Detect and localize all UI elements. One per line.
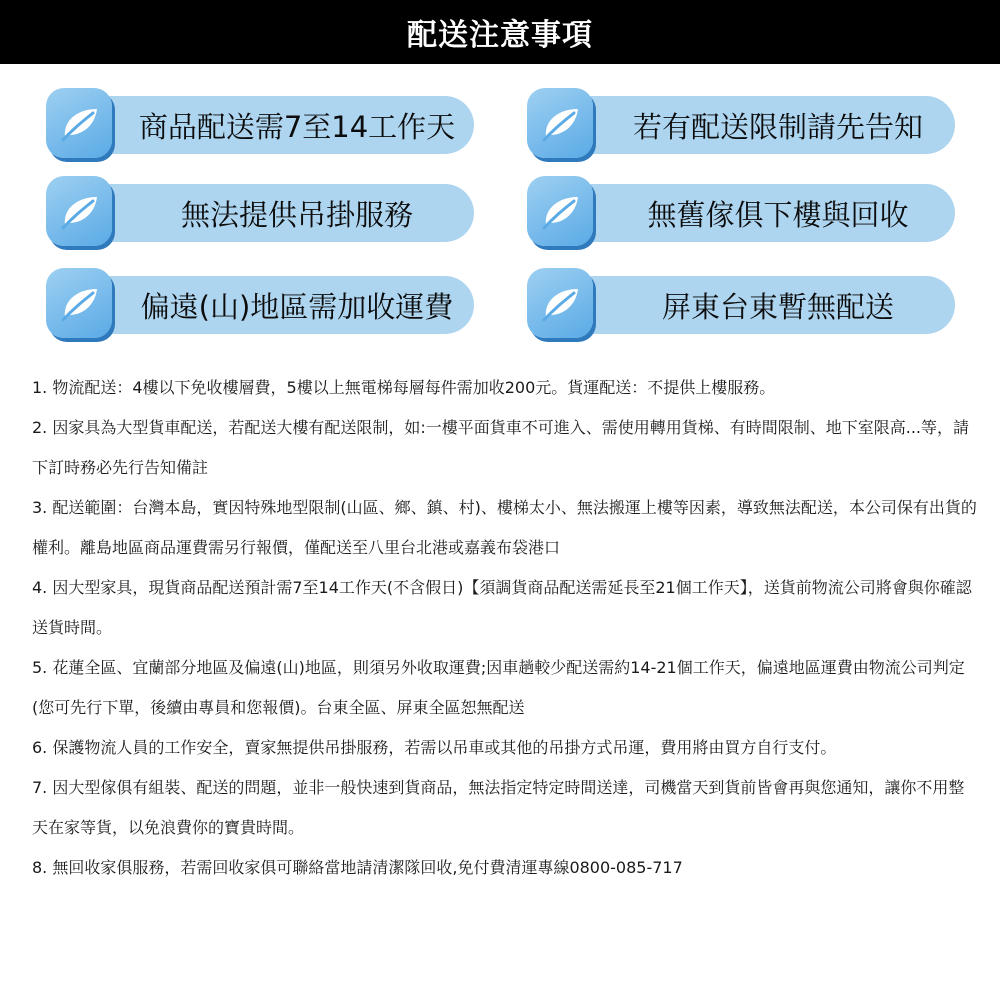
tag-label: 偏遠(山)地區需加收運費	[140, 289, 454, 324]
page-title: 配送注意事項	[407, 18, 593, 53]
delivery-notes	[32, 368, 978, 888]
note-item: 1. 物流配送：4樓以下免收樓層費，5樓以上無電梯每層每件需加收200元。貨運配送：不提供上樓服務。	[32, 378, 776, 397]
leaf-icon	[46, 88, 112, 158]
note-item: 4. 因大型家具，現貨商品配送預計需7至14工作天(不含假日)【須調貨商品配送需延長至21個工作天】，送貨前物流公司將會與你確認送貨時間。	[32, 578, 972, 637]
note-item: 5. 花蓮全區、宜蘭部分地區及偏遠(山)地區，則須另外收取運費;因車趟較少配送需約14-21個工作天，偏遠地區運費由物流公司判定(您可先行下單，後續由專員和您報價)。台東全區、屏東全區恕無配送	[32, 658, 965, 717]
tag-no-delivery-area	[533, 276, 955, 334]
tag-label: 商品配送需7至14工作天	[138, 109, 456, 144]
tag-label: 屏東台東暫無配送	[661, 289, 894, 324]
note-item: 6. 保護物流人員的工作安全，賣家無提供吊掛服務，若需以吊車或其他的吊掛方式吊運，費用將由買方自行支付。	[32, 738, 837, 757]
tag-no-hoisting	[52, 184, 474, 242]
tag-no-recycling	[533, 184, 955, 242]
page-header	[0, 0, 1000, 64]
leaf-icon	[46, 268, 112, 338]
tag-label: 無舊傢俱下樓與回收	[647, 197, 909, 232]
leaf-icon	[46, 176, 112, 246]
note-item: 2. 因家具為大型貨車配送，若配送大樓有配送限制，如:一樓平面貨車不可進入、需使用轉用貨梯、有時間限制、地下室限高...等，請下訂時務必先行告知備註	[32, 418, 970, 477]
leaf-icon	[527, 176, 593, 246]
leaf-icon	[527, 268, 593, 338]
tag-remote-fee	[52, 276, 474, 334]
tag-label: 若有配送限制請先告知	[632, 109, 923, 144]
note-item: 8. 無回收家俱服務，若需回收家俱可聯絡當地請清潔隊回收,免付費清運專線0800-085-717	[32, 858, 683, 877]
note-item: 7. 因大型傢俱有組裝、配送的問題，並非一般快速到貨商品，無法指定特定時間送達，司機當天到貨前皆會再與您通知，讓你不用整天在家等貨，以免浪費你的寶貴時間。	[32, 778, 965, 837]
tag-restriction-notice	[533, 96, 955, 154]
note-item: 3. 配送範圍：台灣本島，實因特殊地型限制(山區、鄉、鎮、村)、樓梯太小、無法搬運上樓等因素，導致無法配送，本公司保有出貨的權利。離島地區商品運費需另行報價，僅配送至八里台北港或嘉義布袋港口	[32, 498, 977, 557]
tag-delivery-time	[52, 96, 474, 154]
leaf-icon	[527, 88, 593, 158]
tag-label: 無法提供吊掛服務	[180, 197, 413, 232]
